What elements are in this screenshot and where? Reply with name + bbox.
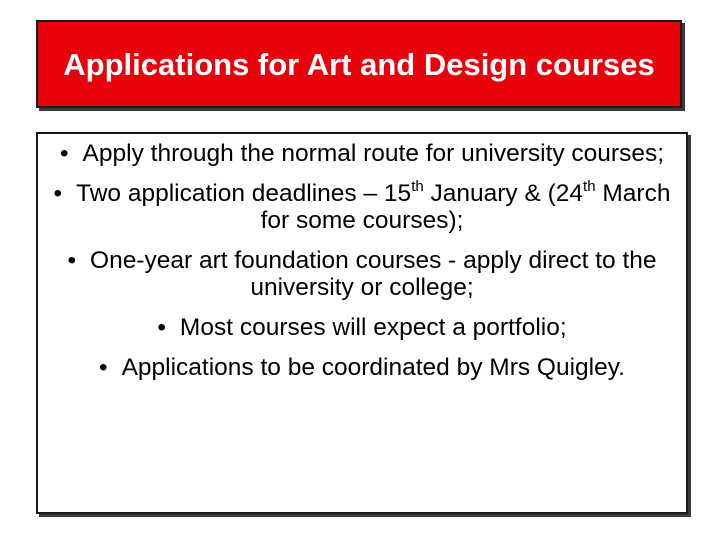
bullet-text: Applications to be coordinated by Mrs Quigley.	[121, 354, 625, 381]
bullet-item-coordinator	[42, 354, 682, 381]
bullet-list	[38, 140, 686, 381]
bullet-text: One-year art foundation courses - apply direct to the university or college;	[90, 247, 657, 301]
bullet-text-part: March for some courses);	[260, 180, 671, 234]
bullet-icon: •	[59, 140, 69, 167]
bullet-icon: •	[53, 180, 63, 207]
bullet-text-part: Two application deadlines – 15	[76, 180, 412, 207]
bullet-text: Apply through the normal route for university courses;	[82, 140, 665, 167]
bullet-icon: •	[157, 314, 166, 341]
bullet-icon: •	[67, 247, 77, 274]
bullet-item-portfolio	[42, 314, 682, 341]
slide-title-box	[36, 20, 682, 108]
bullet-item-foundation	[42, 247, 682, 301]
ordinal-suffix: th	[583, 178, 596, 195]
ordinal-suffix: th	[411, 178, 424, 195]
bullet-item-apply-route	[42, 140, 682, 167]
slide-title: Applications for Art and Design courses	[63, 46, 655, 82]
bullet-text: Most courses will expect a portfolio;	[179, 314, 567, 341]
bullet-text-part: January & (24	[423, 180, 584, 207]
bullet-icon: •	[98, 354, 108, 381]
slide-content-box	[36, 132, 688, 514]
bullet-item-deadlines	[42, 180, 682, 234]
